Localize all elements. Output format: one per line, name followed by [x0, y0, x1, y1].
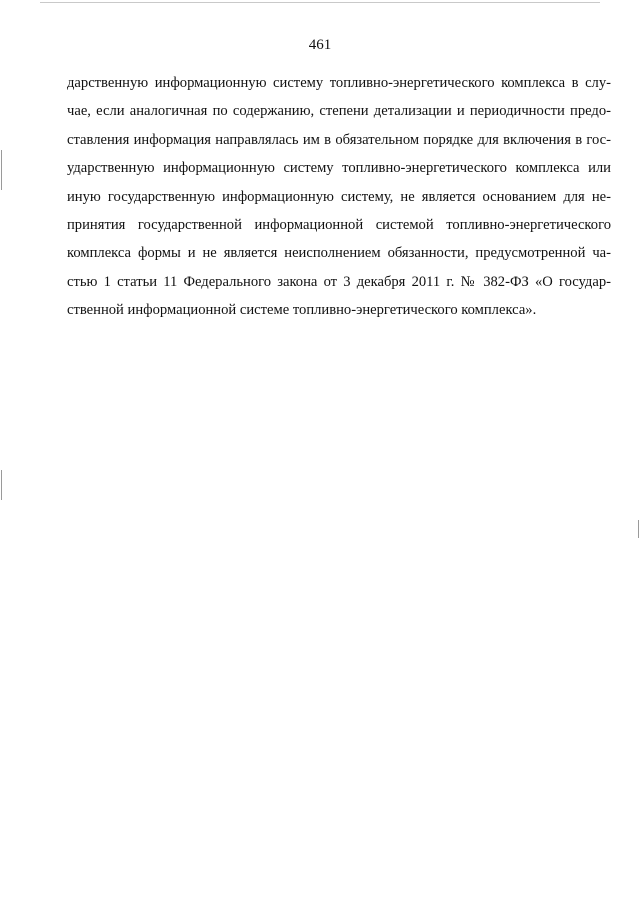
- text-line: иную государственную информационную систему, не является основанием для не-: [67, 188, 611, 205]
- text-line: комплекса формы и не является неисполнением обязанности, предусмотренной ча-: [67, 245, 611, 262]
- scan-left-edge-mark: [1, 470, 2, 500]
- text-line: чае, если аналогичная по содержанию, степени детализации и периодичности предо-: [67, 103, 611, 120]
- scan-left-edge-mark: [1, 150, 2, 190]
- scan-top-edge: [40, 2, 600, 3]
- text-line: ставления информация направлялась им в обязательном порядке для включения в гос-: [67, 131, 611, 148]
- text-line: ударственную информационную систему топливно-энергетического комплекса или: [67, 160, 611, 177]
- text-line: принятия государственной информационной системой топливно-энергетического: [67, 216, 611, 233]
- text-line: дарственную информационную систему топливно-энергетического комплекса в слу-: [67, 75, 611, 91]
- scan-right-edge-mark: [638, 520, 639, 538]
- text-line: ственной информационной системе топливно-энергетического комплекса».: [67, 302, 537, 319]
- text-line: стью 1 статьи 11 Федерального закона от 3 декабря 2011 г. № 382-ФЗ «О государ-: [67, 273, 611, 290]
- page-number: 461: [308, 37, 332, 53]
- body-paragraph: [67, 69, 611, 325]
